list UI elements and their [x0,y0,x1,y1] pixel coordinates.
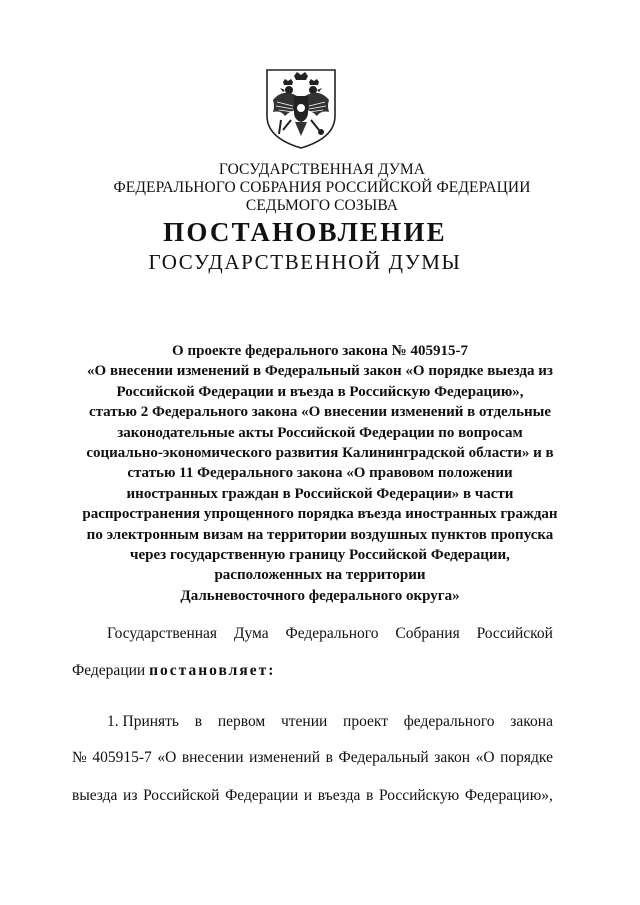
preamble-line-2 [72,661,562,681]
word: Федеральный [338,749,429,766]
word: Собрания [395,625,460,642]
subject-line: статью 2 Федерального закона «О внесении изменений в отдельные [88,404,552,421]
word: в [366,787,374,804]
word: закон [434,749,471,766]
word: Российскую [378,787,460,804]
subject-line: расположенных на территории [214,567,426,584]
subject-line: статью 11 Федерального закона «О правовом положении [127,465,513,482]
word: первом [217,713,266,730]
word: 1. Принять [107,713,180,730]
document-type-title: ПОСТАНОВЛЕНИЕ [163,217,447,247]
word: Государственная [107,625,218,642]
word: Федерации [225,787,299,804]
word: Российской [143,787,220,804]
word: Федерацию», [464,787,553,804]
subject-line: через государственную границу Российской Федерации, [130,547,510,564]
word: Федерального [285,625,379,642]
preamble-prefix: Федерации [72,662,150,679]
word: Российской [476,625,553,642]
word: изменений [249,749,321,766]
word: въезда [317,787,361,804]
word: «О [157,749,177,766]
resolves-keyword: постановляет: [149,662,276,679]
word: порядке [500,749,553,766]
word: Дума [233,625,269,642]
subject-line: социально-экономического развития Калининградской области» и в [86,445,554,462]
word: и [303,787,313,804]
word: федерального [403,713,495,730]
document-issuer-title: ГОСУДАРСТВЕННОЙ ДУМЫ [148,250,462,274]
word: закона [510,713,553,730]
org-line-duma: ГОСУДАРСТВЕННАЯ ДУМА [218,161,426,178]
word: проект [343,713,388,730]
word: чтении [280,713,328,730]
word: из [123,787,138,804]
word: «О [475,749,495,766]
subject-line: иностранных граждан в Российской Федерации» в части [126,485,514,502]
subject-line: Дальневосточного федерального округа» [180,587,460,604]
org-line-convocation: СЕДЬМОГО СОЗЫВА [245,197,399,214]
org-line-federal-assembly: ФЕДЕРАЛЬНОГО СОБРАНИЯ РОССИЙСКОЙ ФЕДЕРАЦИИ [113,179,531,196]
double-headed-eagle-emblem-icon [261,66,341,150]
word: 405915-7 [92,749,152,766]
word: выезда [72,787,118,804]
clause-1-line-1 [107,712,553,732]
clause-1-line-2 [72,748,553,768]
word: № [72,749,87,766]
word: в [194,713,203,730]
preamble-line-1 [107,624,553,644]
subject-line: «О внесении изменений в Федеральный закон «О порядке выезда из [87,363,553,380]
subject-line: законодательные акты Российской Федерации по вопросам [117,424,523,441]
word: в [325,749,333,766]
subject-line: Российской Федерации и въезда в Российскую Федерацию», [116,383,524,400]
subject-line: по электронным визам на территории воздушных пунктов пропуска [86,526,554,543]
subject-line: О проекте федерального закона № 405915-7 [172,343,468,359]
clause-1-line-3 [72,786,553,806]
document-subject [40,341,600,606]
subject-line: распространения упрощенного порядка въезда иностранных граждан [82,506,558,523]
word: внесении [181,749,244,766]
